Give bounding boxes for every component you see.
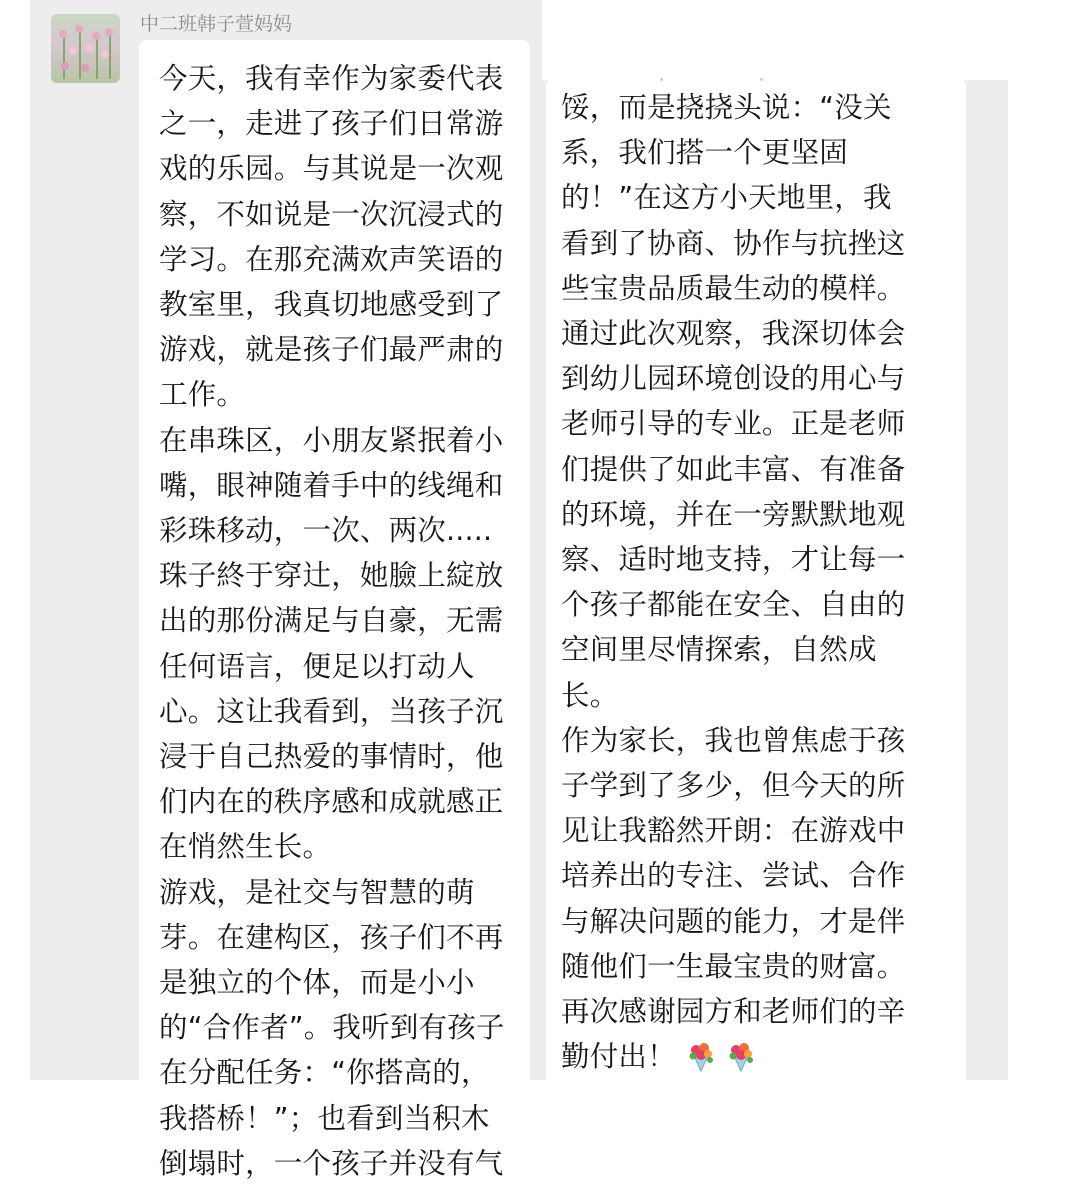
- message-text-right-body: 馁，而是挠挠头说：“没关 系，我们搭一个更坚固 的！”在这方小天地里，我 看到了协商、协作与抗挫这 些宝贵品质最生动的模样。 通过此次观察，我深切体会 到幼儿园环境创设的用心与 老师引导的专业。正是老师 们提供了如此丰富、有准备 的环境，并在一旁默默地观 察、适时地支持，才让每一 个孩子都能在安全、自由的 空间里尽情探索，自然成 长。 作为家长，我也曾焦虑于孩 子学到了多少，但今天的所 见让我豁然开朗：在游戏中 培养出的专注、尝试、合作 与解决问题的能力，才是伴 随他们一生最宝贵的财富。 再次感谢园方和老师们的辛 勤付出！: [561, 91, 906, 1074]
- bouquet-icon: [726, 1040, 756, 1072]
- divider-dot: [660, 78, 663, 81]
- message-text-right: [561, 85, 905, 1079]
- avatar[interactable]: [51, 14, 120, 83]
- sender-name[interactable]: 中二班韩子萱妈妈: [140, 13, 293, 35]
- bouquet-icon: [686, 1040, 716, 1072]
- divider-dot: [760, 78, 763, 81]
- message-text-left: 今天，我有幸作为家委代表 之一，走进了孩子们日常游 戏的乐园。与其说是一次观 察，不如说是一次沉浸式的 学习。在那充满欢声笑语的 教室里，我真切地感受到了 游戏，就是孩子们最严肃的 工作。 在串珠区，小朋友紧抿着小 嘴，眼神随着手中的线绳和 彩珠移动，一次、两次..... 珠子終于穿辻，她臉上綻放 出的那份满足与自豪，无需 任何语言，便足以打动人 心。这让我看到，当孩子沉 浸于自己热爱的事情时，他 们内在的秩序感和成就感正 在悄然生长。 游戏，是社交与智慧的萌 芽。在建构区，孩子们不再 是独立的个体，而是小小 的“合作者”。我听到有孩子 在分配任务：“你搭高的， 我搭桥！”；也看到当积木 倒塌时，一个孩子并没有气: [159, 62, 505, 1180]
